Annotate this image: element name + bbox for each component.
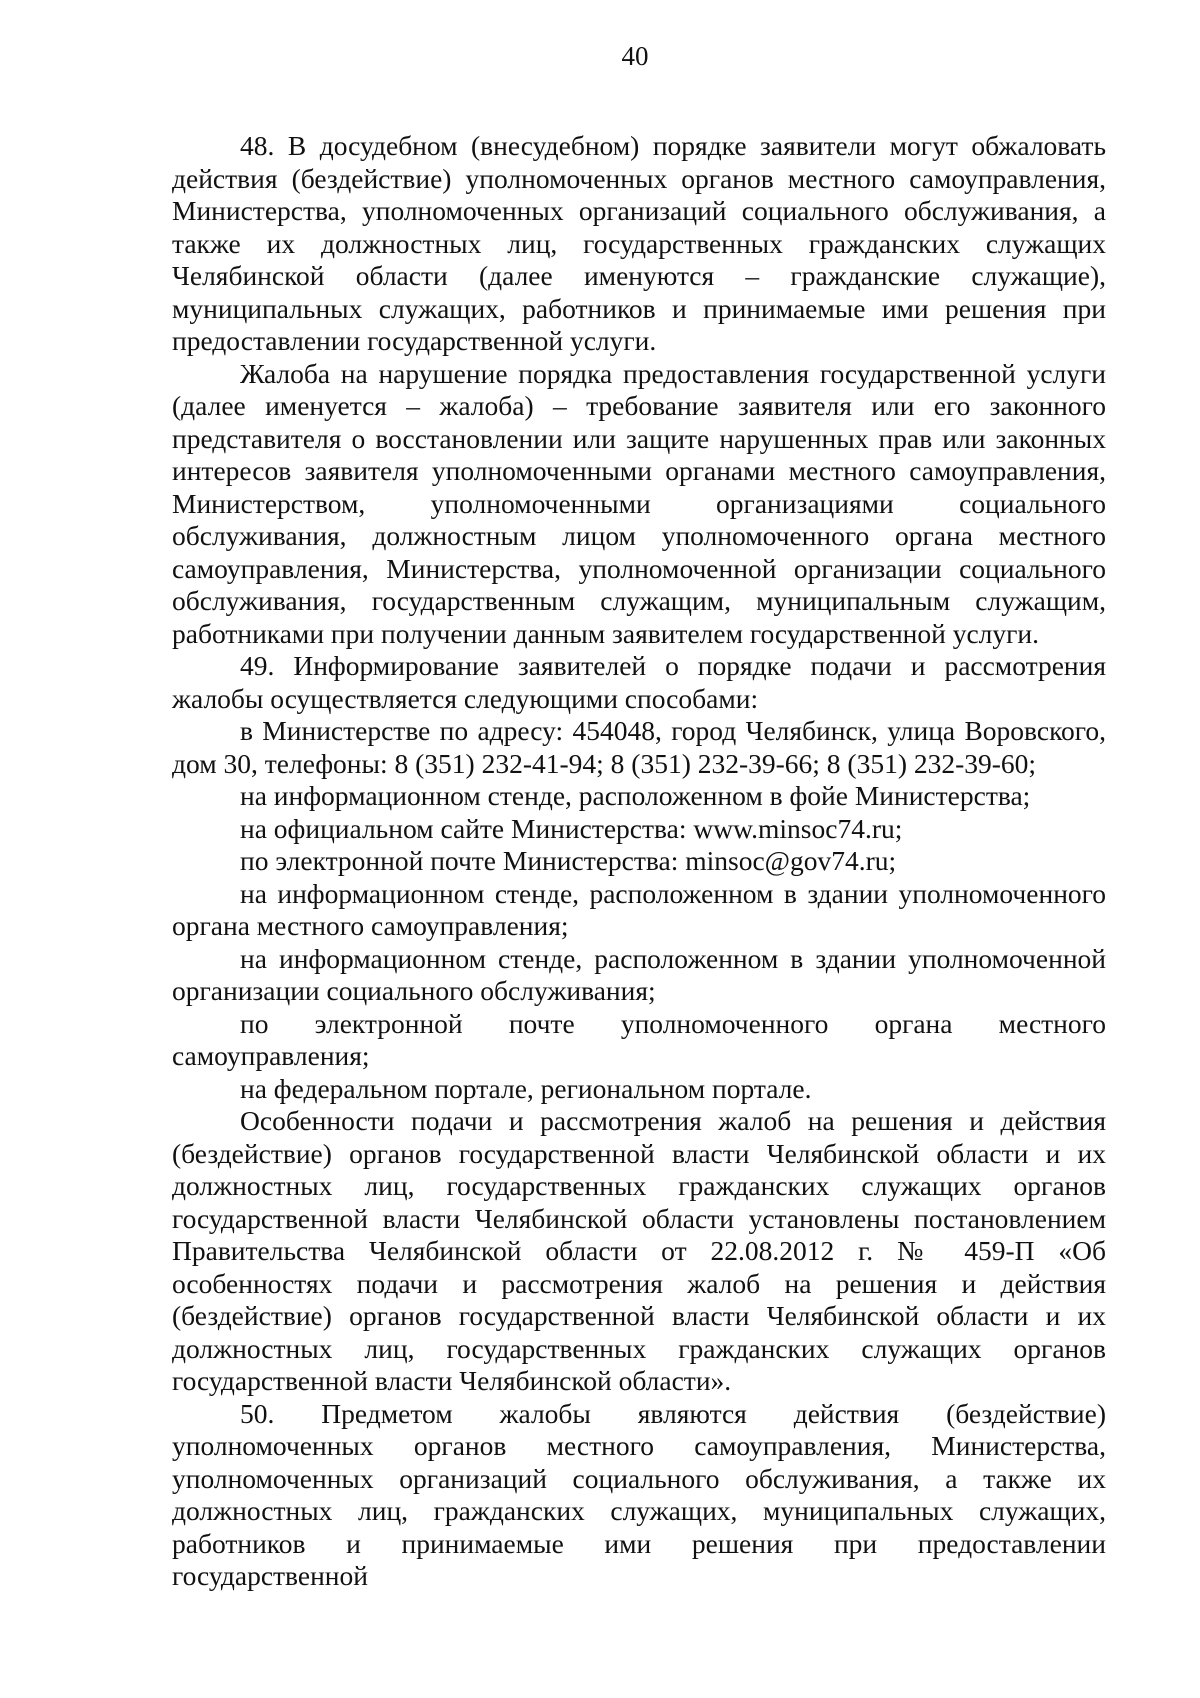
paragraph-48: 48. В досудебном (внесудебном) порядке заявители могут обжаловать действия (бездействие) уполномоченных органов местного самоуправления, Министерства, уполномоченных организаций социального обслуживания, а также их должностных лиц, государственных гражданских служащих Челябинской области (далее именуются – гражданские служащие), муниципальных служащих, работников и принимаемые ими решения при предоставлении государственной услуги. xyxy=(172,130,1106,356)
document-body xyxy=(172,130,1106,1593)
paragraph-complaint-definition: Жалоба на нарушение порядка предоставления государственной услуги (далее именуется – жалоба) – требование заявителя или его законного представителя о восстановлении или защите нарушенных прав или законных интересов заявителя уполномоченными органами местного самоуправления, Министерством, уполномоченными организациями социального обслуживания, должностным лицом уполномоченного органа местного самоуправления, Министерства, уполномоченной организации социального обслуживания, государственным служащим, муниципальным служащим, работниками при получении данным заявителем государственной услуги. xyxy=(172,357,1106,649)
paragraph-49: 49. Информирование заявителей о порядке подачи и рассмотрения жалобы осуществляется следующими способами: xyxy=(172,650,1106,714)
page-number: 40 xyxy=(621,41,649,71)
paragraph-local-authority-stand: на информационном стенде, расположенном в здании уполномоченного органа местного самоуправления; xyxy=(172,877,1106,941)
paragraph-local-authority-email: по электронной почте уполномоченного органа местного самоуправления; xyxy=(172,1007,1106,1071)
paragraph-social-org-stand: на информационном стенде, расположенном в здании уполномоченной организации социального обслуживания; xyxy=(172,942,1106,1006)
paragraph-portals: на федеральном портале, региональном портале. xyxy=(240,1072,812,1104)
paragraph-ministry-website: на официальном сайте Министерства: www.minsoc74.ru; xyxy=(240,812,903,844)
paragraph-ministry-foyer-stand: на информационном стенде, расположенном в фойе Министерства; xyxy=(240,780,1031,811)
paragraph-ministry-address: в Министерстве по адресу: 454048, город Челябинск, улица Воровского, дом 30, телефоны: 8 (351) 232-41-94; 8 (351) 232-39-66; 8 (351) 232-39-60; xyxy=(172,715,1106,779)
paragraph-ministry-email: по электронной почте Министерства: minsoc@gov74.ru; xyxy=(240,845,897,876)
paragraph-regulation: Особенности подачи и рассмотрения жалоб на решения и действия (бездействие) органов государственной власти Челябинской области и их должностных лиц, государственных гражданских служащих органов государственной власти Челябинской области установлены постановлением Правительства Челябинской области от 22.08.2012 г. № 459-П «Об особенностях подачи и рассмотрения жалоб на решения и действия (бездействие) органов государственной власти Челябинской области и их должностных лиц, государственных гражданских служащих органов государственной власти Челябинской области». xyxy=(172,1105,1106,1396)
paragraph-50: 50. Предметом жалобы являются действия (бездействие) уполномоченных органов местного самоуправления, Министерства, уполномоченных организаций социального обслуживания, а также их должностных лиц, гражданских служащих, муниципальных служащих, работников и принимаемые ими решения при предоставлении государственной xyxy=(172,1397,1106,1591)
